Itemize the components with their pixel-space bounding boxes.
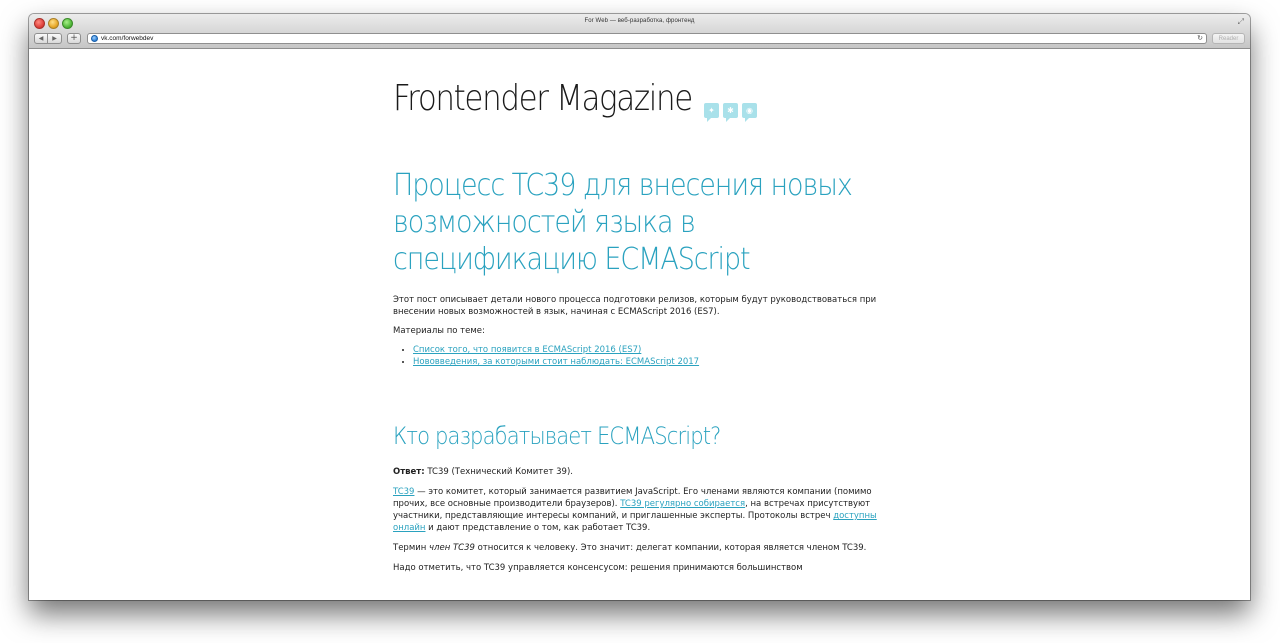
list-item [413, 356, 903, 368]
reader-button[interactable]: Reader [1212, 33, 1245, 44]
answer-text: TC39 (Технический Комитет 39). [424, 467, 573, 477]
tc39-text-2: , на встречах присутствуют участники, представляющие интересы компаний, и приглашенные эксперты. Протоколы встреч [393, 499, 871, 521]
tc39-text-1: — это комитет, который занимается развитием JavaScript. Его членами являются компании (помимо прочих, все основные производители браузеров). [393, 487, 872, 509]
forward-arrow-icon: ▶ [52, 34, 57, 42]
answer-paragraph [393, 466, 903, 478]
address-bar[interactable] [87, 33, 1207, 44]
related-links [393, 344, 903, 368]
post-title: Процесс TC39 для внесения новых возможностей языка в спецификацию ECMAScript [393, 168, 852, 277]
member-term: член TC39 [429, 543, 475, 553]
tc39-meetings-link[interactable]: TC39 регулярно собирается [620, 499, 746, 509]
member-text-1: Термин [393, 543, 430, 553]
site-title[interactable]: Frontender Magazine [393, 78, 692, 119]
twitter-icon[interactable]: ✦ [704, 103, 719, 118]
list-item [413, 344, 903, 356]
url-text[interactable]: vk.com/forwebdev [101, 35, 154, 42]
tc39-link[interactable]: TC39 [393, 487, 415, 497]
post-body [393, 466, 903, 582]
tc39-paragraph [393, 486, 903, 534]
related-link-es2017[interactable]: Нововведения, за которыми стоит наблюдать: ECMAScript 2017 [413, 357, 700, 367]
minutes-online-link[interactable]: доступны онлайн [393, 511, 877, 533]
section-title: Кто разрабатывает ECMAScript? [393, 422, 721, 450]
back-arrow-icon: ◀ [38, 34, 44, 42]
materials-label: Материалы по теме: [393, 326, 485, 336]
globe-icon [91, 35, 98, 42]
browser-window [29, 14, 1250, 600]
window-title: For Web — веб-разработка, фронтенд [584, 18, 695, 24]
plus-icon: + [70, 33, 78, 43]
back-button[interactable] [34, 33, 48, 44]
answer-label: Ответ: [393, 467, 425, 477]
tc39-text-3: и дают представление о том, как работает TC39. [425, 523, 651, 533]
fullscreen-icon[interactable]: ⤢ [1237, 17, 1244, 26]
forward-button[interactable] [48, 33, 62, 44]
reload-icon[interactable]: ↻ [1197, 34, 1203, 42]
add-bookmark-button[interactable] [67, 33, 81, 44]
social-links [704, 103, 757, 118]
consensus-paragraph: Надо отметить, что TC39 управляется консенсусом: решения принимаются большинством [393, 563, 803, 573]
member-paragraph [393, 542, 903, 554]
page-content [29, 49, 1250, 600]
rss-icon[interactable]: ◉ [742, 103, 757, 118]
navigation-buttons [34, 33, 62, 44]
related-link-es2016[interactable]: Список того, что появится в ECMAScript 2016 (ES7) [413, 345, 642, 355]
intro-paragraph: Этот пост описывает детали нового процесса подготовки релизов, которым будут руководствоваться при внесении новых возможностей в язык, начиная с ECMAScript 2016 (ES7). [393, 295, 877, 317]
post-intro [393, 294, 903, 368]
title-bar [29, 14, 1250, 49]
member-text-2: относится к человеку. Это значит: делегат компании, которая является членом TC39. [474, 543, 867, 553]
vk-icon[interactable]: ✱ [723, 103, 738, 118]
